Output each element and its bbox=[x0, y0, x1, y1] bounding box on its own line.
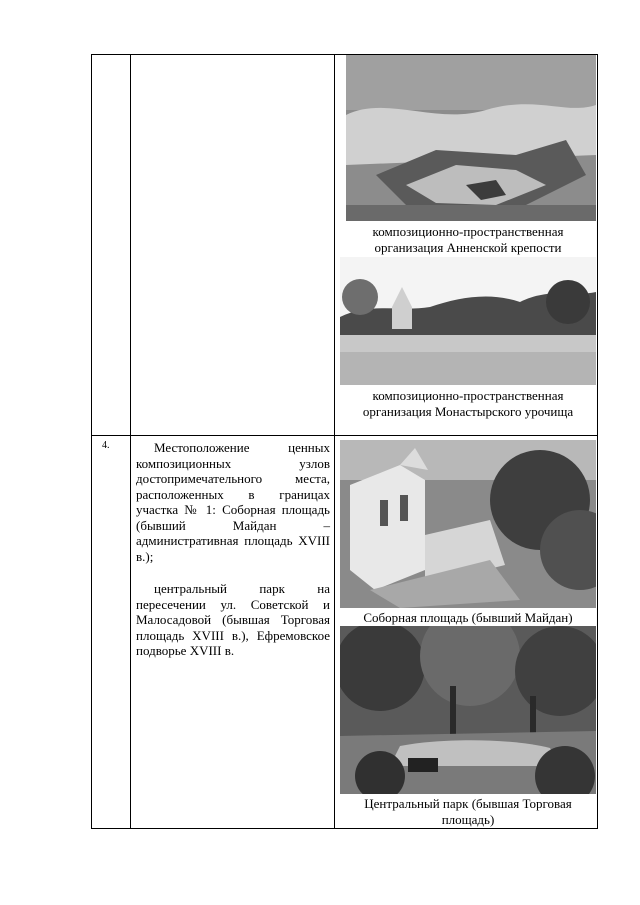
aerial-fortress-photo bbox=[346, 55, 596, 221]
table-column-divider-1 bbox=[130, 54, 131, 829]
photo-caption-cathedral-square: Соборная площадь (бывший Майдан) bbox=[363, 610, 573, 625]
table-row-divider bbox=[91, 435, 598, 436]
photo-caption-central-park: Центральный парк (бывшая Торговая площадь) bbox=[364, 796, 572, 827]
central-park-photo bbox=[340, 626, 596, 794]
row-description bbox=[136, 440, 330, 659]
cathedral-square-photo bbox=[340, 440, 596, 608]
description-paragraph-2: центральный парк на пересечении ул. Советской и Малосадовой (бывшая Торговая площадь XVIII в.), Ефремовское подворье XVIII в. bbox=[136, 581, 330, 658]
photo-caption-fortress: композиционно-пространственная организация Анненской крепости bbox=[372, 224, 564, 255]
table-border-right bbox=[597, 54, 598, 829]
table-border-bottom bbox=[91, 828, 598, 829]
table-border-left bbox=[91, 54, 92, 829]
table-column-divider-2 bbox=[334, 54, 335, 829]
photo-caption-monastery: композиционно-пространственная организация Монастырского урочища bbox=[362, 388, 574, 419]
description-paragraph-1: Местоположение ценных композиционных узлов достопримечательного места, расположенных в границах участка № 1: Соборная площадь (бывший Майдан – административная площадь XVIII в.); bbox=[136, 440, 330, 564]
row-number: 4. bbox=[102, 440, 110, 451]
monastery-landscape-photo bbox=[340, 257, 596, 385]
